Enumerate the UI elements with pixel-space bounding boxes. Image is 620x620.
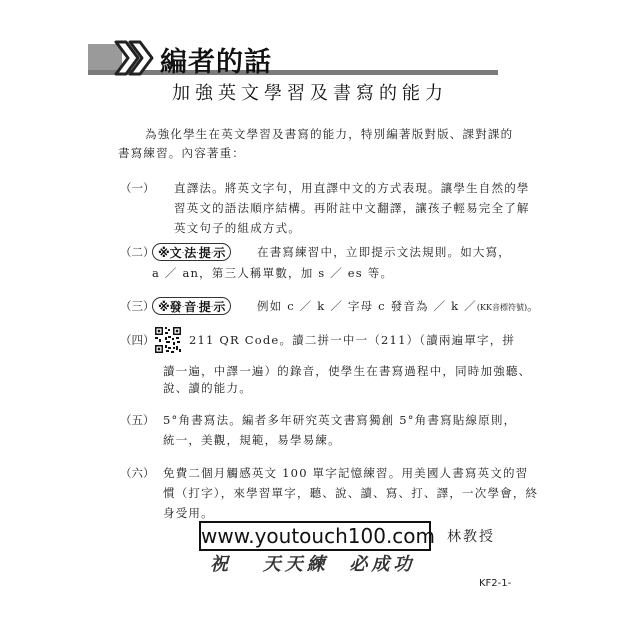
pronunciation-hint-tag-part: ※發 xyxy=(158,300,182,314)
pronunciation-hint-tag-part: 音 xyxy=(184,300,197,314)
item-6-line-3: 身受用。 xyxy=(163,506,214,520)
item-1-line-1: 直譯法。將英文字句，用直譯中文的方式表現。讓學生自然的學 xyxy=(174,181,530,195)
intro-line-1: 為強化學生在英文學習及書寫的能力，特別編著版對版、課對課的 xyxy=(145,127,514,141)
grammar-hint-tag-part: 法 xyxy=(184,246,197,260)
motto: 祝 天天練 必成功 xyxy=(210,554,416,575)
grammar-hint-tag-part: 示 xyxy=(213,246,226,260)
item-4-line-2: 讀一遍，中譯一遍）的錄音，使學生在書寫過程中，同時加強聽、 xyxy=(163,364,532,378)
qr-code-icon xyxy=(154,326,182,354)
item-3-end: 。 xyxy=(527,299,540,313)
item-1-line-3: 英文句子的組成方式。 xyxy=(174,221,301,235)
item-3-note: (KK音標符號) xyxy=(476,303,528,312)
item-3-text: 例如 c ／ k ／ 字母 c 發音為 ／ k ／ xyxy=(257,299,477,313)
author-signature: 林教授 xyxy=(447,529,495,545)
item-5-line-1: 5°角書寫法。編者多年研究英文書寫獨創 5°角書寫貼線原則， xyxy=(163,413,517,427)
item-5-number: （五） xyxy=(120,413,155,427)
grammar-hint-tag-part: ※文 xyxy=(158,246,182,260)
item-2-line-2: a ／ an，第三人稱單數，加 s ／ es 等。 xyxy=(152,266,394,280)
item-4-line-3: 說、讀的能力。 xyxy=(163,381,252,395)
page-subtitle: 加強英文學習及書寫的能力 xyxy=(172,83,448,104)
intro-line-2: 書寫練習。內容著重： xyxy=(118,146,245,160)
pronunciation-hint-tag: ※發⋅音⋅提⋅示 xyxy=(152,297,231,315)
item-6-line-1: 免費二個月觸感英文 100 單字記憶練習。用美國人書寫英文的習 xyxy=(163,466,529,480)
website-url: www.youtouch100.com xyxy=(199,521,431,551)
item-2-line-1: 在書寫練習中，立即提示文法規則。如大寫， xyxy=(257,245,511,259)
item-6-line-2: 慣（打字），來學習單字，聽、說、讀、寫、打、譯，一次學會，終 xyxy=(163,486,539,500)
item-4-number: （四） xyxy=(120,333,155,347)
item-3-number: （三） xyxy=(120,299,155,313)
pronunciation-hint-tag-part: 示 xyxy=(213,300,226,314)
grammar-hint-tag-part: 提 xyxy=(198,246,211,260)
item-1-number: （一） xyxy=(120,181,155,195)
grammar-hint-tag: ※文⋅法⋅提⋅示 xyxy=(152,243,231,261)
item-4-line-1: 211 QR Code。讀二拼一中一（211）（讀兩遍單字，拼 xyxy=(189,333,516,347)
page-number: KF2-1- xyxy=(479,578,512,589)
item-6-number: （六） xyxy=(120,466,155,480)
pronunciation-hint-tag-part: 提 xyxy=(198,300,211,314)
check-arrow-icon xyxy=(112,38,156,78)
item-1-line-2: 習英文的語法順序結構。再附註中文翻譯，讓孩子輕易完全了解 xyxy=(174,201,530,215)
item-5-line-2: 統一，美觀，規範，易學易練。 xyxy=(163,433,341,447)
item-2-number: （二） xyxy=(120,245,155,259)
page-title: 編者的話 xyxy=(160,47,272,78)
item-3-line-1 xyxy=(257,296,540,318)
